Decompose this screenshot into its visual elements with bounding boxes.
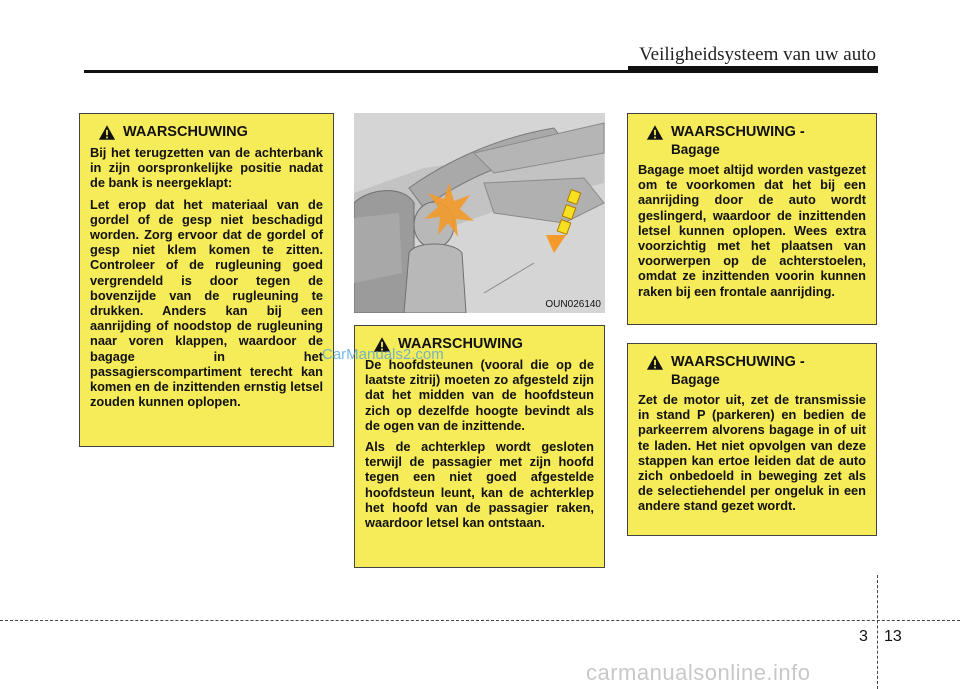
warning-title-wrap xyxy=(671,354,805,388)
chapter-number: 3 xyxy=(859,628,868,645)
warning-box-backseat xyxy=(79,113,334,447)
watermark-text: CarManuals2.com xyxy=(322,346,444,363)
warning-title-text: WAARSCHUWING - xyxy=(671,124,805,140)
footer-divider xyxy=(877,575,878,689)
warning-title xyxy=(98,124,323,141)
warning-paragraph: Bagage moet altijd worden vastgezet om te voorkomen dat het bij een aanrijding door de auto wordt geslingerd, waardoor de inzittenden letsel kunnen oplopen. Wees extra voorzichtig met het plaatsen van voorwerpen op de achterstoelen, omdat ze inzittenden voorin kunnen raken bij een frontale aanrijding. xyxy=(638,162,866,299)
warning-box-luggage-secure xyxy=(627,113,877,325)
headrest-drawing xyxy=(354,113,605,313)
warning-box-luggage-park xyxy=(627,343,877,536)
warning-triangle-icon xyxy=(646,354,664,371)
warning-subtitle: Bagage xyxy=(671,372,720,387)
warning-title-text: WAARSCHUWING xyxy=(123,124,248,140)
figure-code-label: OUN026140 xyxy=(545,299,601,310)
footer-site-watermark: carmanualsonline.info xyxy=(586,660,811,685)
header-title: Veiligheidsysteem van uw auto xyxy=(639,44,876,65)
warning-triangle-icon xyxy=(646,124,664,141)
warning-title xyxy=(646,354,866,388)
headrest-illustration xyxy=(354,113,605,313)
page-number: 13 xyxy=(884,628,902,645)
warning-paragraph: Bij het terugzetten van de achterbank in zijn oorspronkelijke positie nadat de bank is neergeklapt: xyxy=(90,145,323,191)
warning-paragraph: Let erop dat het materiaal van de gordel of de gesp niet beschadigd worden. Zorg ervoor dat de gordel of gesp niet klem komen te zitten. Controleer of de rugleuning goed vergrendeld is door tegen de bovenzijde van de rugleuning te drukken. Anders kan bij een aanrijding of noodstop de rugleuning naar voren klappen, waardoor de bagage in het passagierscompartiment terecht kan komen en de inzittenden ernstig letsel zouden kunnen oplopen. xyxy=(90,196,323,410)
warning-subtitle: Bagage xyxy=(671,142,720,157)
warning-paragraph: De hoofdsteunen (vooral die op de laatste zitrij) moeten zo afgesteld zijn dat het midden van de hoofdsteun zich op dezelfde hoogte bevindt als de ogen van de inzittende. xyxy=(365,357,594,433)
warning-paragraph: Zet de motor uit, zet de transmissie in stand P (parkeren) en bedien de parkeerrem alvorens bagage in of uit te laden. Het niet opvolgen van deze stappen kan ertoe leiden dat de auto zich onbedoeld in beweging zet als de selectiehendel per ongeluk in een andere stand gezet wordt. xyxy=(638,392,866,514)
warning-title-wrap xyxy=(671,124,805,158)
header-rule-accent xyxy=(628,66,878,72)
warning-title-text: WAARSCHUWING xyxy=(398,336,523,352)
warning-triangle-icon xyxy=(98,124,116,141)
warning-title xyxy=(646,124,866,158)
footer-rule xyxy=(0,620,960,621)
warning-paragraph: Als de achterklep wordt gesloten terwijl de passagier met zijn hoofd tegen een niet goed afgestelde hoofdsteun leunt, kan de achterklep het hoofd van de passagier raken, waardoor letsel kan ontstaan. xyxy=(365,439,594,531)
warning-title-text: WAARSCHUWING - xyxy=(671,354,805,370)
